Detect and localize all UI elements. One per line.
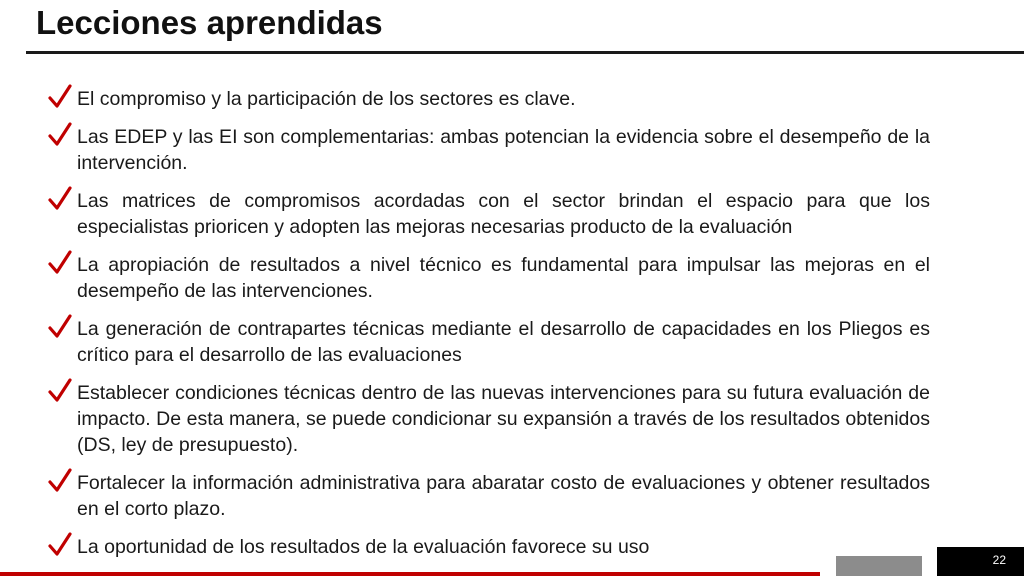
checkmark-icon [48,314,72,340]
list-item-text: El compromiso y la participación de los sectores es clave. [77,88,576,110]
checkmark-icon [48,122,72,148]
list-item [48,252,930,304]
list-item-text: Establecer condiciones técnicas dentro de las nuevas intervenciones para su futura evaluación de impacto. De esta manera, se puede condicionar su expansión a través de los resultados obtenidos (DS, ley de presupuesto). [77,382,930,456]
checkmark-icon [48,532,72,558]
lessons-list [48,86,930,572]
list-item-text: La apropiación de resultados a nivel técnico es fundamental para impulsar las mejoras en el desempeño de las intervenciones. [77,254,930,302]
list-item [48,534,930,560]
list-item-text: La oportunidad de los resultados de la evaluación favorece su uso [77,536,650,558]
list-item [48,124,930,176]
list-item-text: Las matrices de compromisos acordadas con el sector brindan el espacio para que los especialistas prioricen y adopten las mejoras necesarias producto de la evaluación [77,190,930,238]
checkmark-icon [48,378,72,404]
slide-title: Lecciones aprendidas [36,4,383,41]
list-item-text: La generación de contrapartes técnicas mediante el desarrollo de capacidades en los Pliegos es crítico para el desarrollo de las evaluaciones [77,318,930,366]
checkmark-icon [48,84,72,110]
list-item [48,316,930,368]
checkmark-icon [48,186,72,212]
list-item [48,380,930,458]
footer-gray-block [836,556,922,576]
footer-red-bar [0,572,820,576]
checkmark-icon [48,468,72,494]
list-item-text: Fortalecer la información administrativa para abaratar costo de evaluaciones y obtener resultados en el corto plazo. [77,472,930,520]
list-item [48,470,930,522]
list-item [48,86,930,112]
list-item [48,188,930,240]
list-item-text: Las EDEP y las EI son complementarias: ambas potencian la evidencia sobre el desempeño de la intervención. [77,126,930,174]
title-underline [26,51,1024,54]
checkmark-icon [48,250,72,276]
footer-black-block [937,547,1024,576]
page-number: 22 [992,553,1006,567]
